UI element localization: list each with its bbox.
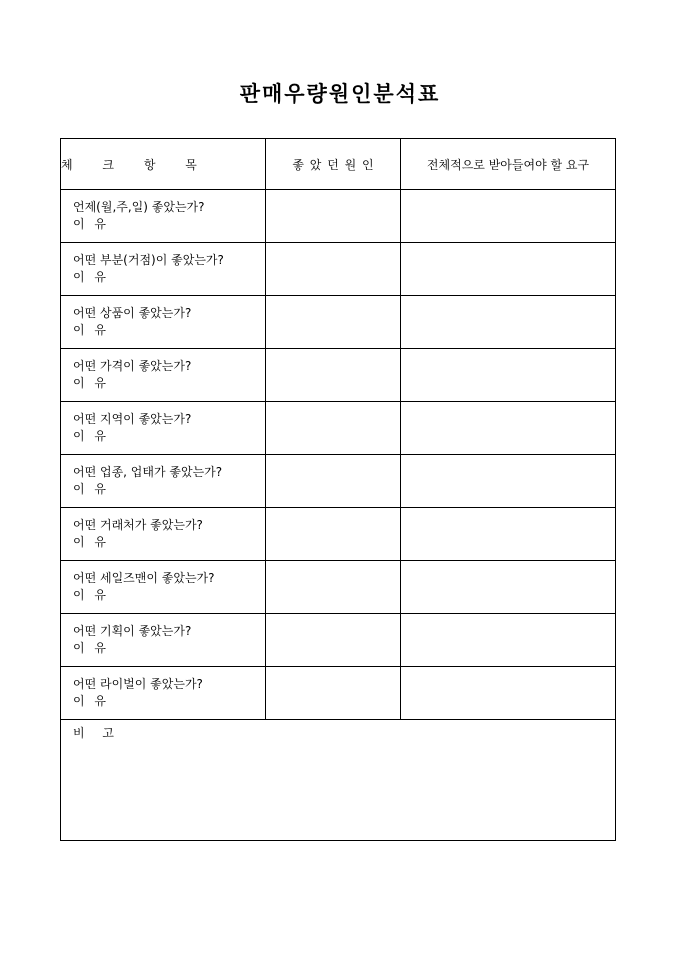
table-row bbox=[61, 614, 616, 667]
good-reason-cell[interactable] bbox=[266, 667, 401, 720]
requirement-cell[interactable] bbox=[401, 402, 616, 455]
header-check-item: 체 크 항 목 bbox=[61, 139, 266, 190]
header-good-reason: 좋 았 던 원 인 bbox=[266, 139, 401, 190]
analysis-table bbox=[60, 138, 616, 841]
check-item-cell bbox=[61, 455, 266, 508]
table-row bbox=[61, 508, 616, 561]
check-item-cell bbox=[61, 190, 266, 243]
check-question: 어떤 가격이 좋았는가? bbox=[73, 359, 192, 373]
check-question: 어떤 상품이 좋았는가? bbox=[73, 306, 192, 320]
reason-label: 이 유 bbox=[73, 323, 106, 337]
reason-label: 이 유 bbox=[73, 482, 106, 496]
check-item-cell bbox=[61, 243, 266, 296]
requirement-cell[interactable] bbox=[401, 455, 616, 508]
table-row bbox=[61, 455, 616, 508]
good-reason-cell[interactable] bbox=[266, 296, 401, 349]
table-row bbox=[61, 561, 616, 614]
table-row bbox=[61, 190, 616, 243]
requirement-cell[interactable] bbox=[401, 243, 616, 296]
good-reason-cell[interactable] bbox=[266, 614, 401, 667]
document-title: 판매우량원인분석표 bbox=[239, 81, 441, 106]
remarks-cell[interactable] bbox=[61, 720, 616, 841]
check-item-cell bbox=[61, 296, 266, 349]
check-question: 어떤 지역이 좋았는가? bbox=[73, 412, 192, 426]
reason-label: 이 유 bbox=[73, 535, 106, 549]
table-row bbox=[61, 349, 616, 402]
requirement-cell[interactable] bbox=[401, 667, 616, 720]
check-question: 어떤 거래처가 좋았는가? bbox=[73, 518, 203, 532]
check-item-cell bbox=[61, 508, 266, 561]
check-question: 어떤 세일즈맨이 좋았는가? bbox=[73, 571, 215, 585]
reason-label: 이 유 bbox=[73, 376, 106, 390]
reason-label: 이 유 bbox=[73, 217, 106, 231]
reason-label: 이 유 bbox=[73, 694, 106, 708]
check-question: 어떤 업종, 업태가 좋았는가? bbox=[73, 465, 223, 479]
reason-label: 이 유 bbox=[73, 641, 106, 655]
remarks-label: 비 고 bbox=[73, 726, 114, 740]
header-overall-requirement: 전체적으로 받아들여야 할 요구 bbox=[401, 139, 616, 190]
check-question: 어떤 부분(거점)이 좋았는가? bbox=[73, 253, 224, 267]
good-reason-cell[interactable] bbox=[266, 190, 401, 243]
check-item-cell bbox=[61, 561, 266, 614]
check-item-cell bbox=[61, 402, 266, 455]
requirement-cell[interactable] bbox=[401, 561, 616, 614]
good-reason-cell[interactable] bbox=[266, 402, 401, 455]
table-row bbox=[61, 667, 616, 720]
requirement-cell[interactable] bbox=[401, 190, 616, 243]
table-row bbox=[61, 296, 616, 349]
check-question: 어떤 라이벌이 좋았는가? bbox=[73, 677, 203, 691]
requirement-cell[interactable] bbox=[401, 349, 616, 402]
table-row bbox=[61, 402, 616, 455]
good-reason-cell[interactable] bbox=[266, 243, 401, 296]
requirement-cell[interactable] bbox=[401, 614, 616, 667]
reason-label: 이 유 bbox=[73, 429, 106, 443]
good-reason-cell[interactable] bbox=[266, 561, 401, 614]
reason-label: 이 유 bbox=[73, 588, 106, 602]
good-reason-cell[interactable] bbox=[266, 455, 401, 508]
check-item-cell bbox=[61, 667, 266, 720]
check-question: 어떤 기획이 좋았는가? bbox=[73, 624, 192, 638]
table-row bbox=[61, 243, 616, 296]
remarks-row bbox=[61, 720, 616, 841]
requirement-cell[interactable] bbox=[401, 296, 616, 349]
header-row bbox=[61, 139, 616, 190]
requirement-cell[interactable] bbox=[401, 508, 616, 561]
check-question: 언제(월,주,일) 좋았는가? bbox=[73, 200, 205, 214]
good-reason-cell[interactable] bbox=[266, 349, 401, 402]
good-reason-cell[interactable] bbox=[266, 508, 401, 561]
reason-label: 이 유 bbox=[73, 270, 106, 284]
check-item-cell bbox=[61, 349, 266, 402]
check-item-cell bbox=[61, 614, 266, 667]
